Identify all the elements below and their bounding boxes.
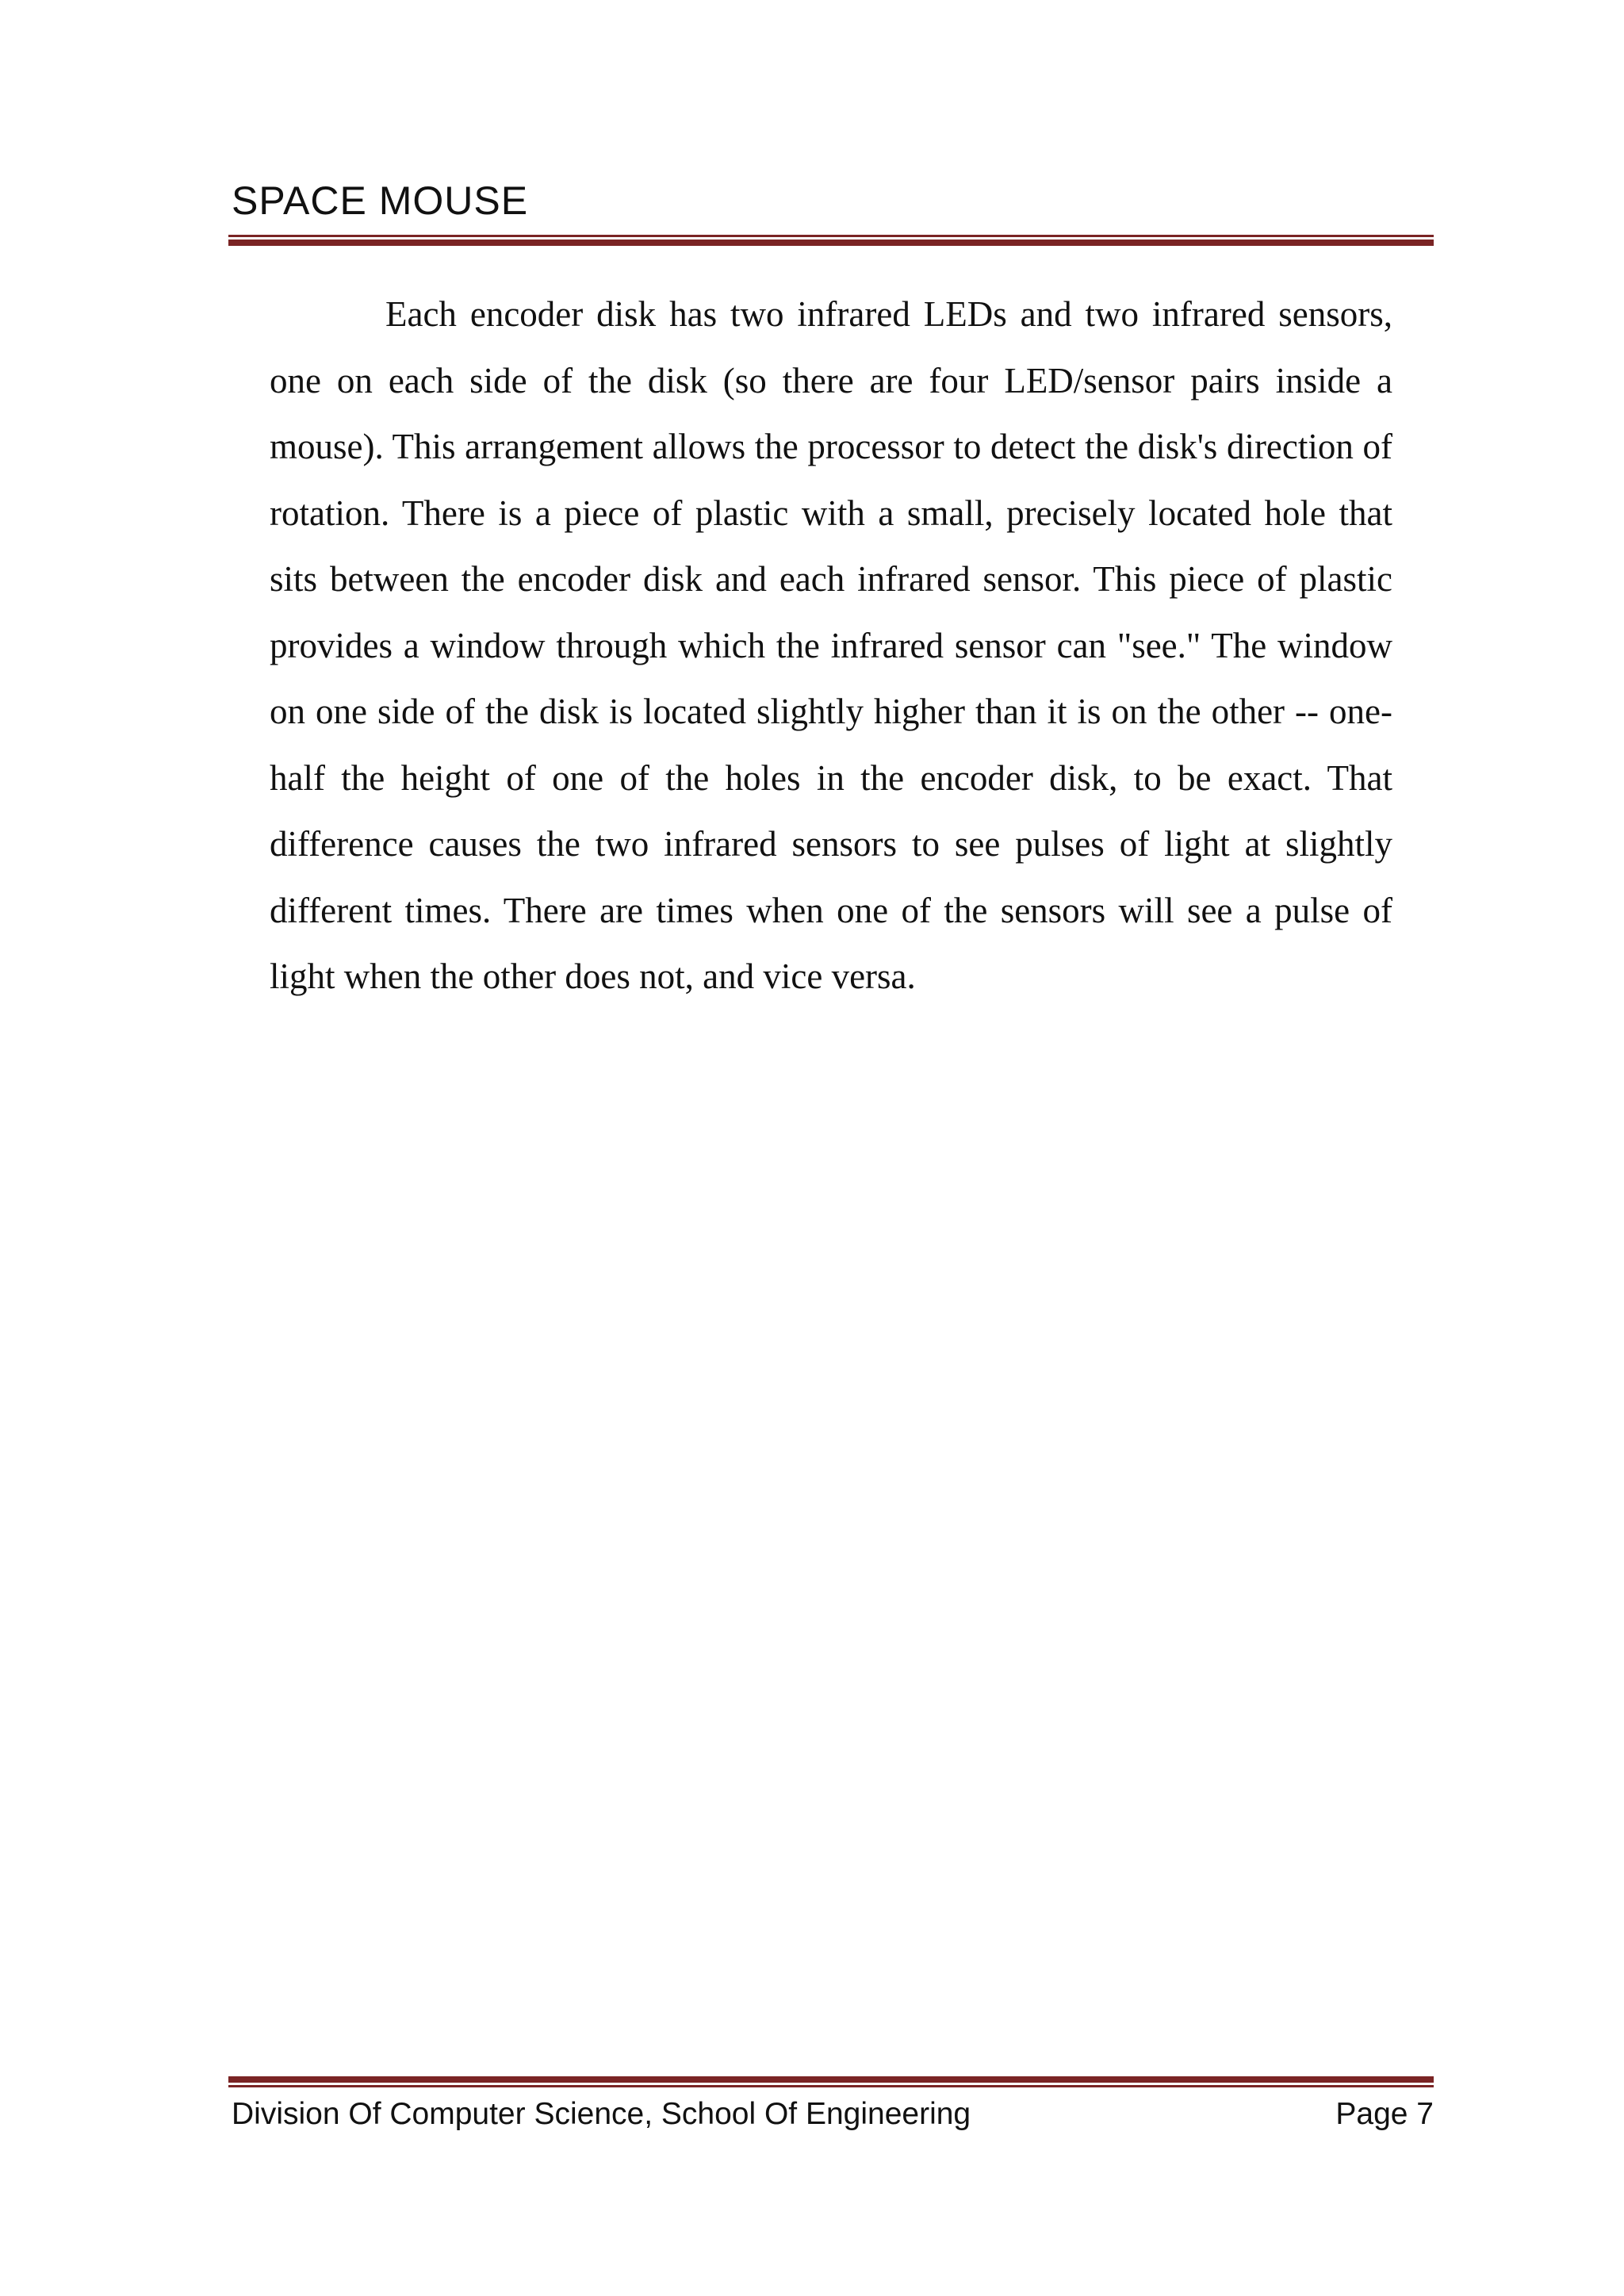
footer-page-number: Page 7 xyxy=(1335,2097,1434,2131)
page-header-title: SPACE MOUSE xyxy=(232,178,529,223)
footer-divider xyxy=(228,2076,1434,2087)
footer-institution: Division Of Computer Science, School Of Engineering xyxy=(232,2097,971,2131)
body-paragraph: Each encoder disk has two infrared LEDs and two infrared sensors, one on each side of the disk (so there are four LED/sensor pairs inside a mouse). This arrangement allows the processor to detect the disk's direction of rotation. There is a piece of plastic with a small, precisely located hole that sits between the encoder disk and each infrared sensor. This piece of plastic provides a window through which the infrared sensor can "see." The window on one side of the disk is located slightly higher than it is on the other -- one-half the height of one of the holes in the encoder disk, to be exact. That difference causes the two infrared sensors to see pulses of light at slightly different times. There are times when one of the sensors will see a pulse of light when the other does not, and vice versa. xyxy=(270,294,1392,996)
header-divider xyxy=(228,235,1434,246)
